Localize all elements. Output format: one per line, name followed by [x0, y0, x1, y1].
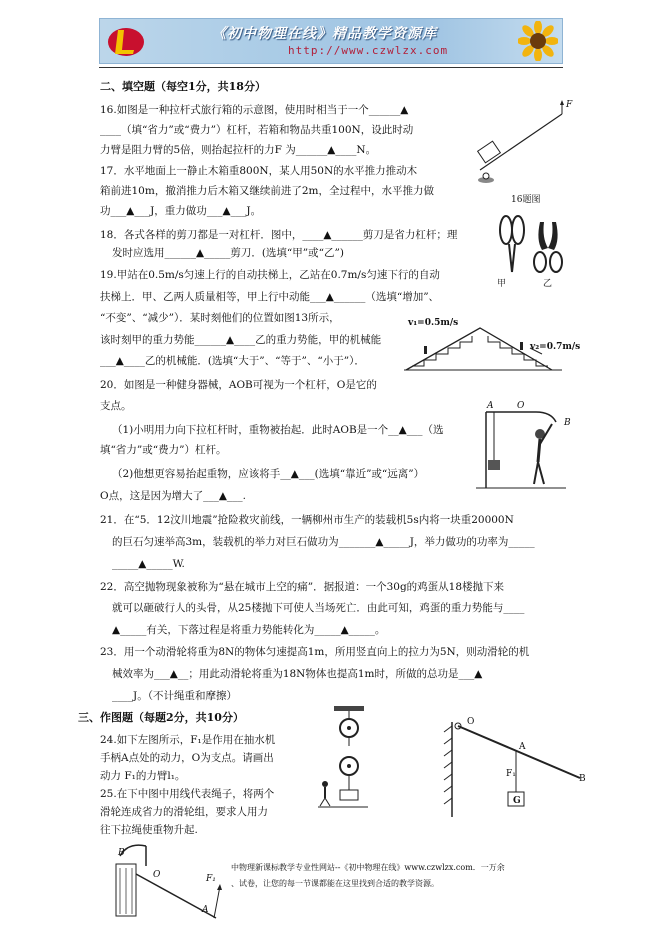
question-25-line: 25.在下中图中用线代表绳子，将两个	[100, 788, 275, 800]
fitness-machine-figure	[476, 400, 566, 495]
header-banner	[99, 18, 563, 64]
force-label: F	[566, 100, 573, 110]
label-yi: 乙	[543, 279, 553, 289]
question-21-line: 的巨石匀速举高3m，装载机的举力对巨石做功为_______▲_____J，举力做功的功率为_____	[112, 536, 535, 548]
question-20-line: （1)小明用力向下拉杠杆时，重物被抬起．此时AOB是一个__▲___（选	[112, 424, 444, 436]
question-19-line: 扶梯上．甲、乙两人质量相等，甲上行中动能___▲______（选填“增加”、	[100, 291, 440, 303]
question-20-line: 支点。	[100, 400, 132, 412]
question-22-line: ▲_____有关，下落过程是将重力势能转化为_____▲_____。	[112, 624, 386, 636]
question-23-line: 械效率为___▲__；用此动滑轮将重为18N物体也提高1m时，所做的总功是___▲	[112, 668, 483, 680]
sunflower-icon	[518, 21, 558, 61]
footer-line: 、试卷，让您的每一节课都能在这里找到合适的教学资源。	[231, 879, 439, 888]
question-17-line: 功___▲___J，重力做功___▲___J。	[100, 205, 262, 217]
figure-16-caption: 16题图	[511, 195, 541, 205]
question-19-line: ___▲____乙的机械能．(选填“大于”、“等于”、“小于”）．	[100, 355, 365, 367]
site-logo-icon	[104, 22, 148, 60]
pulley-figure	[318, 706, 388, 811]
point-O-label: O	[467, 717, 475, 727]
question-16-line: ____（填“省力”或“费力”）杠杆，若箱和物品共重100N，设此时动	[100, 124, 414, 136]
point-A-label: A	[519, 742, 526, 752]
scissors-figure	[492, 210, 572, 280]
point-A-label: A	[202, 905, 209, 915]
question-23-line: 23．用一个动滑轮将重为8N的物体匀速提高1m，所用竖直向上的拉力为5N，则动滑轮的机	[100, 646, 530, 658]
force-F1-label: F₁	[206, 874, 216, 884]
question-25-line: 往下拉绳使重物升起.	[100, 824, 198, 836]
question-20-line: （2)他想更容易抬起重物，应该将手__▲___(选填“靠近”或“远离”）	[112, 468, 425, 480]
header-rule	[99, 67, 563, 68]
question-21-line: 21．在“5．12汶川地震”抢险救灾前线，一辆柳州市生产的装载机5s内将一块重20000N	[100, 514, 514, 526]
v2-label: v₂=0.7m/s	[530, 342, 581, 352]
section-heading: 二、填空题（每空1分，共18分）	[100, 80, 266, 93]
question-19-line: 19.甲站在0.5m/s匀速上行的自动扶梯上，乙站在0.7m/s匀速下行的自动	[100, 269, 440, 281]
question-19-line: “不变”、“减少”）．某时刻他们的位置如图13所示，	[100, 312, 340, 324]
banner-url[interactable]: http://www.czwlzx.com	[288, 44, 449, 57]
point-B-label: B	[564, 418, 571, 428]
question-17-line: 17．水平地面上一静止木箱重800N，某人用50N的水平推力推动木	[100, 165, 418, 177]
question-22-line: 就可以砸破行人的头骨，从25楼抛下可使人当场死亡．由此可知，鸡蛋的重力势能与____	[112, 602, 525, 614]
question-24-line: 动力 F₁的力臂l₁。	[100, 770, 186, 782]
question-17-line: 箱前进10m，撤消推力后木箱又继续前进了2m，全过程中，水平推力做	[100, 185, 434, 197]
point-B-label: B	[118, 848, 125, 858]
question-16-line: 16.如图是一种拉杆式旅行箱的示意图，使用时相当于一个______▲	[100, 104, 409, 116]
force-F1-label: F₁	[506, 769, 516, 779]
point-B-label: B	[579, 774, 586, 784]
section-heading: 三、作图题（每题2分，共10分）	[78, 711, 244, 724]
question-25-line: 滑轮连成省力的滑轮组，要求人用力	[100, 806, 268, 818]
label-jia: 甲	[497, 279, 507, 289]
point-A-label: A	[487, 401, 494, 411]
question-20-line: O点，这是因为增大了___▲___.	[100, 490, 247, 502]
weight-G-label: G	[513, 796, 521, 806]
question-22-line: 22．高空抛物现象被称为“悬在城市上空的痛”．据报道：一个30g的鸡蛋从18楼抛下来	[100, 581, 505, 593]
question-20-line: 填“省力”或“费力”）杠杆。	[100, 444, 227, 456]
question-16-line: 力臂是阻力臂的5倍，则抬起拉杆的力F 为______▲____N。	[100, 144, 377, 156]
v1-label: v₁=0.5m/s	[408, 318, 459, 328]
question-19-line: 该时刻甲的重力势能______▲____乙的重力势能，甲的机械能	[100, 334, 382, 346]
question-18-line: 发时应选用______▲_____剪刀．(选填“甲”或“乙”)	[112, 247, 344, 259]
banner-title: 《初中物理在线》精品教学资源库	[212, 26, 437, 42]
point-O-label: O	[153, 870, 161, 880]
point-O-label: O	[517, 401, 525, 411]
question-24-line: 手柄A点处的动力，O为支点。请画出	[100, 752, 274, 764]
footer-line: 中物理新课标教学专业性网站--《初中物理在线》www.czwlzx.com．一万余	[231, 863, 505, 872]
question-21-line: _____▲_____W.	[112, 558, 185, 570]
question-23-line: ____J。（不计绳重和摩擦）	[112, 690, 237, 702]
question-18-line: 18．各式各样的剪刀都是一对杠杆．图中，____▲______剪刀是省力杠杆；理	[100, 229, 458, 241]
question-24-line: 24.如下左图所示，F₁是作用在抽水机	[100, 734, 276, 746]
question-20-line: 20．如图是一种健身器械，AOB可视为一个杠杆，O是它的	[100, 379, 377, 391]
suitcase-figure	[470, 100, 580, 200]
